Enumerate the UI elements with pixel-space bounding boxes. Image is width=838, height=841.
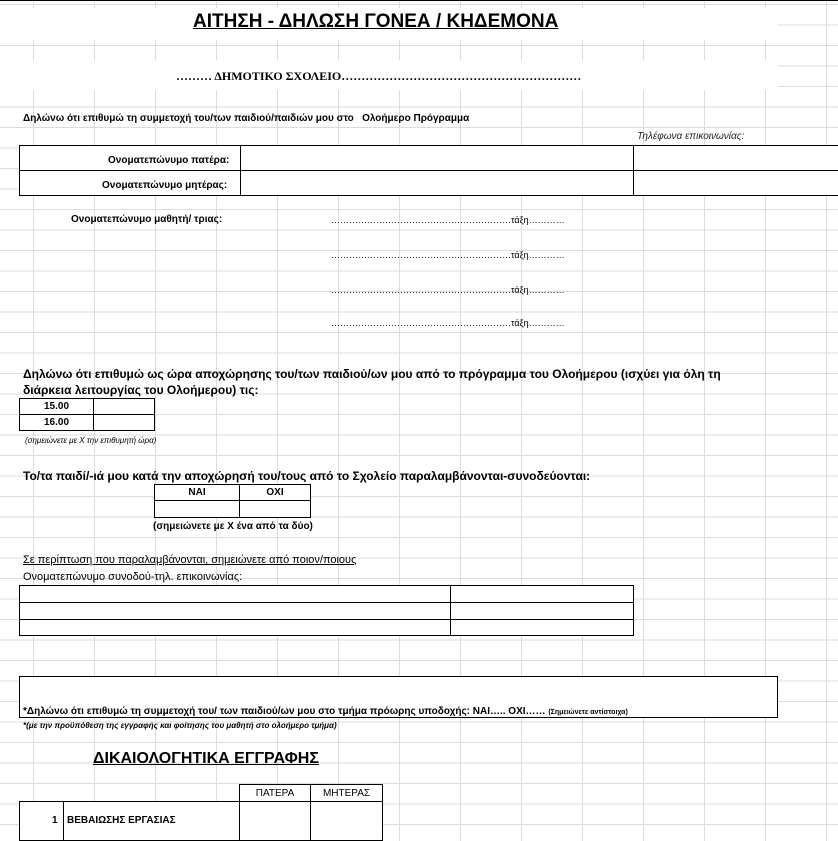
father-name-field[interactable] xyxy=(242,147,631,169)
time-note: (σημειώνετε με Χ την επιθυμητή ώρα) xyxy=(25,436,157,445)
escort-row-divider xyxy=(19,619,634,620)
participation-text: Δηλώνω ότι επιθυμώ τη συμμετοχή του/των παιδιού/παιδιών μου στο xyxy=(23,113,354,124)
sheet-top-border xyxy=(0,0,838,1)
time-option-label: 15.00 xyxy=(19,398,94,415)
student-line[interactable]: ……………………………………………………τάξη………… xyxy=(331,250,565,260)
escort-phone-field[interactable] xyxy=(452,604,632,618)
escort-case-text: Σε περίπτωση που παραλαμβάνονται, σημειώνετε από ποιον/ποιους xyxy=(23,554,357,566)
docs-row-divider xyxy=(239,801,240,841)
no-checkbox[interactable] xyxy=(239,500,311,518)
time-option-checkbox[interactable] xyxy=(93,398,155,415)
escort-name-field[interactable] xyxy=(21,621,449,635)
student-line[interactable]: ……………………………………………………τάξη………… xyxy=(331,285,565,295)
no-header: ΟΧΙ xyxy=(239,484,311,501)
phones-field[interactable] xyxy=(635,147,837,194)
escort-name-field[interactable] xyxy=(21,604,449,618)
time-option-label: 16.00 xyxy=(19,414,94,431)
time-option-checkbox[interactable] xyxy=(93,414,155,431)
escort-label: Ονοματεπώνυμο συνοδού-τηλ. επικοινωνίας: xyxy=(23,571,243,583)
docs-column-header: ΜΗΤΕΡΑΣ xyxy=(310,784,383,802)
mother-name-field[interactable] xyxy=(242,172,631,194)
early-care-footnote: *(με την προϋπόθεση της εγγραφής και φοίτησης του μαθητή στο ολοήμερο τμήμα) xyxy=(23,721,337,730)
escort-name-field[interactable] xyxy=(21,587,449,601)
departure-statement-line2: διάρκεια λειτουργίας του Ολοήμερου) τις: xyxy=(23,383,259,397)
escort-row-divider xyxy=(19,602,634,603)
program-name: Ολοήμερο Πρόγραμμα xyxy=(362,113,470,124)
early-care-hint: (Σημειώνετε αντίστοιχα) xyxy=(548,709,628,716)
student-label: Ονοματεπώνυμο μαθητή/ τριας: xyxy=(71,214,223,225)
yesno-note: (σημειώνετε με Χ ένα από τα δύο) xyxy=(153,521,313,532)
student-line[interactable]: ……………………………………………………τάξη………… xyxy=(331,318,565,328)
docs-row-divider xyxy=(63,801,64,841)
docs-column-header: ΠΑΤΕΡΑ xyxy=(239,784,311,802)
yes-header: ΝΑΙ xyxy=(154,484,240,501)
docs-mother-checkbox[interactable] xyxy=(312,803,381,837)
early-care-text: *Δηλώνω ότι επιθυμώ τη συμμετοχή του/ των παιδιού/ων μου στο τμήμα πρόωρης υποδοχής: ΝΑΙ….. ΟΧΙ…… xyxy=(23,706,546,717)
yes-checkbox[interactable] xyxy=(154,500,240,518)
pickup-statement: Το/τα παιδί/-ιά μου κατά την αποχώρησή του/τους από το Σχολείο παραλαμβάνονται-συνοδεύονται: xyxy=(23,469,591,483)
page-title: ΑΙΤΗΣΗ - ΔΗΛΩΣΗ ΓΟΝΕΑ / ΚΗΔΕΜΟΝΑ xyxy=(193,11,559,32)
docs-father-checkbox[interactable] xyxy=(241,803,308,837)
phones-label: Τηλέφωνα επικοινωνίας: xyxy=(637,131,745,142)
participation-statement xyxy=(23,113,469,124)
departure-statement-line1: Δηλώνω ότι επιθυμώ ως ώρα αποχώρησης του/των παιδιού/ων μου από το πρόγραμμα του Ολοήμερου (ισχύει για όλη τη xyxy=(23,367,721,381)
school-line: ……… ΔΗΜΟΤΙΚΟ ΣΧΟΛΕΙΟ…………………………………………………… xyxy=(176,69,582,83)
docs-row-label: ΒΕΒΑΙΩΣΗΣ ΕΡΓΑΣΙΑΣ xyxy=(67,815,176,826)
parents-col-divider xyxy=(240,145,241,196)
student-line[interactable]: ……………………………………………………τάξη………… xyxy=(331,215,565,225)
escort-phone-field[interactable] xyxy=(452,621,632,635)
early-care-statement xyxy=(23,706,628,717)
docs-row-number: 1 xyxy=(52,815,58,826)
mother-label: Ονοματεπώνυμο μητέρας: xyxy=(102,180,228,191)
docs-row-divider xyxy=(310,801,311,841)
father-label: Ονοματεπώνυμο πατέρα: xyxy=(108,155,230,166)
escort-phone-field[interactable] xyxy=(452,587,632,601)
escort-col-divider xyxy=(450,585,451,636)
docs-title: ΔΙΚΑΙΟΛΟΓΗΤΙΚΑ ΕΓΓΡΑΦΗΣ xyxy=(93,750,319,767)
phones-col-divider xyxy=(633,145,634,196)
